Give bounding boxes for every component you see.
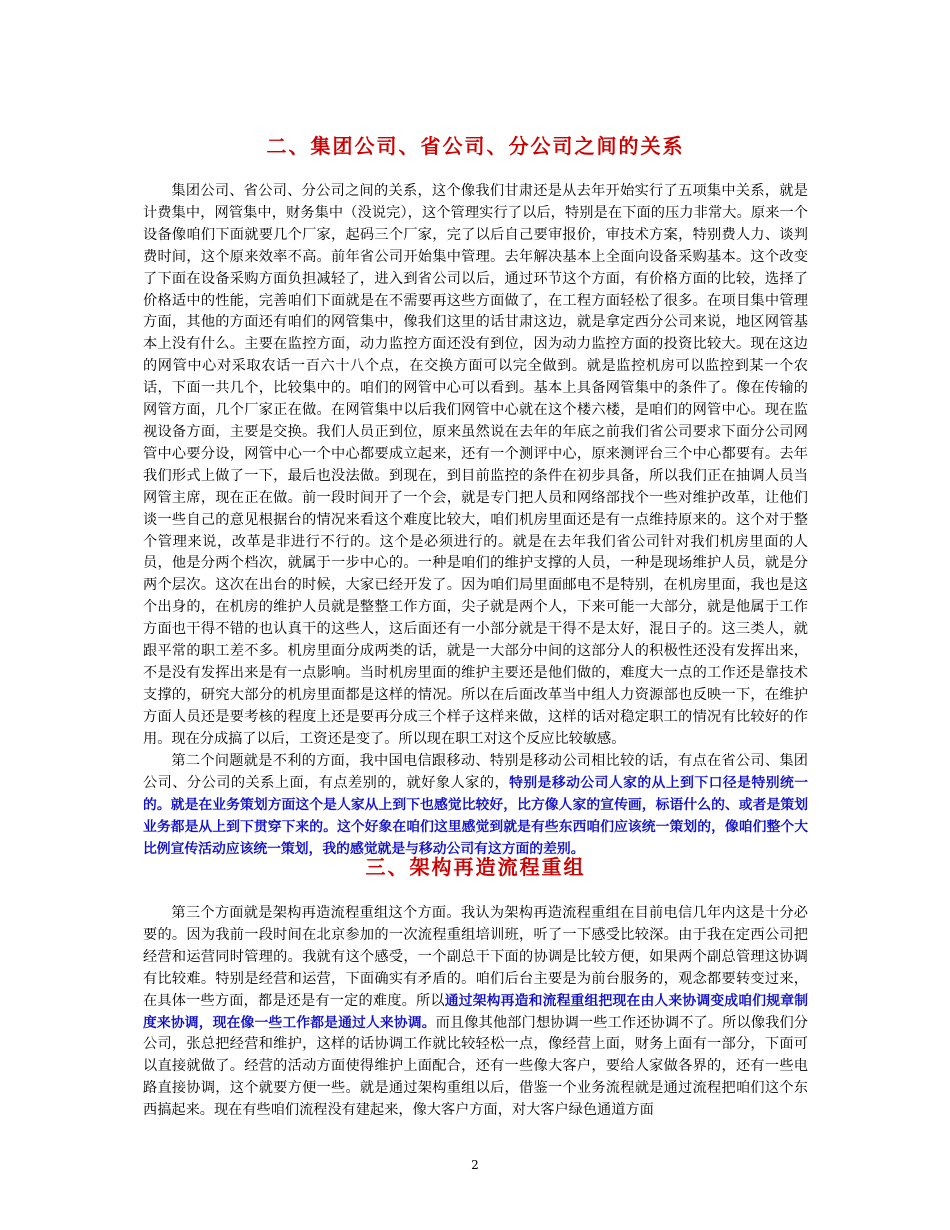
- section-heading-restructuring: 三、架构再造流程重组: [365, 855, 586, 879]
- paragraph-2-emphasis: 特别是移动公司人家的从上到下口径是特别统一的。就是在业务策划方面这个是人家从上到下也感觉比较好，比方像人家的宣传画，标语什么的、或者是策划业务都是从上到下贯穿下来的。这个好象在咱们这里感觉到就是有些东西咱们应该统一策划的，像咱们整个大比例宣传活动应该统一策划，我的感觉就是与移动公司有这方面的差别。: [143, 774, 808, 857]
- body-paragraph-2: [143, 751, 808, 861]
- paragraph-2-text: 第二个问题就是不利的方面，我中国电信跟移动、特别是移动公司相比较的话，有点在省公司、集团公司、分公司的关系上面，有点差别的，就好象人家的，: [143, 753, 808, 791]
- body-paragraph-3: [143, 903, 808, 1122]
- paragraph-3-text-b: 而且像其他部门想协调一些工作还协调不了。所以像我们分公司，张总把经营和维护，这样的话协调工作就比较轻松一点，像经营上面，财务上面有一部分，下面可以直接就做了。经营的活动方面使得维护上面配合，还有一些像大客户，要给人家做各界的，还有一些电路直接协调，这个就要方便一些。就是通过架构重组以后，借鉴一个业务流程就是通过流程把咱们这个东西搞起来。现在有些咱们流程没有建起来，像大客户方面，对大客户绿色通道方面: [143, 1014, 808, 1119]
- section-heading-relationship: 二、集团公司、省公司、分公司之间的关系: [266, 134, 685, 158]
- body-paragraph-1: 集团公司、省公司、分公司之间的关系，这个像我们甘肃还是从去年开始实行了五项集中关系，就是计费集中，网管集中，财务集中（没说完），这个管理实行了以后，特别是在下面的压力非常大。原来一个设备像咱们下面就要几个厂家，起码三个厂家，完了以后自己要审报价，审技术方案，特别费人力、谈判费时间，这个原来效率不高。前年省公司开始集中管理。去年解决基本上全面向设备采购基本。这个改变了下面在设备采购方面负担减轻了，进入到省公司以后，通过环节这个方面，有价格方面的比较，选择了价格适中的性能，完善咱们下面就是在不需要再这些方面做了，在工程方面轻松了很多。在项目集中管理方面，其他的方面还有咱们的网管集中，像我们这里的话甘肃这边，就是拿定西分公司来说，地区网管基本上没有什么。主要在监控方面，动力监控方面还没有到位，因为动力监控方面的投资比较大。现在这边的网管中心对采取农话一百六十八个点，在交换方面可以完全做到。就是监控机房可以监控到某一个农话，下面一共几个，比较集中的。咱们的网管中心可以看到。基本上具备网管集中的条件了。像在传输的网管方面，几个厂家正在做。在网管集中以后我们网管中心就在这个楼六楼，是咱们的网管中心。现在监视设备方面，主要是交换。我们人员正到位，原来虽然说在去年的年底之前我们省公司要求下面分公司网管中心要分设，网管中心一个中心都要成立起来，还有一个测评中心，原来测评台三个中心都要有。去年我们形式上做了一下，最后也没法做。到现在，到目前监控的条件在初步具备，所以我们正在抽调人员当网管主席，现在正在做。前一段时间开了一个会，就是专门把人员和网络部找个一些对维护改革，让他们谈一些自己的意见根据台的情况来看这个难度比较大，咱们机房里面还是有一点维持原来的。这个对于整个管理来说，改革是非进行不行的。这个是必须进行的。就是在去年我们省公司针对我们机房里面的人员，他是分两个档次，就属于一步中心的。一种是咱们的维护支撑的人员，一种是现场维护人员，就是分两个层次。这次在出台的时候，大家已经开发了。因为咱们局里面邮电不是特别，在机房里面，我也是这个出身的，在机房的维护人员就是整整工作方面，尖子就是两个人，下来可能一大部分，就是他属于工作方面也干得不错的也认真干的这些人，这后面还有一小部分就是干得不是太好，混日子的。这三类人，就跟平常的职工差不多。机房里面分成两类的话，就是一大部分中间的这部分人的积极性还没有发挥出来，不是没有发挥出来是有一点影响。当时机房里面的维护主要还是他们做的，难度大一点的工作还是靠技术支撑的，研究大部分的机房里面都是这样的情况。所以在后面改革当中组人力资源部也反映一下，在维护方面人员还是要考核的程度上还是要再分成三个样子这样来做，这样的话对稳定职工的情况有比较好的作用。现在分成搞了以后，工资还是变了。所以现在职工对这个反应比较敏感。: [143, 183, 808, 747]
- page-number: 2: [471, 1158, 479, 1172]
- paragraph-3-emphasis: 通过架构再造和流程重组把现在由人来协调变成咱们规章制度来协调，现在像一些工作都是通过人来协调。: [143, 992, 808, 1031]
- paragraph-3-text-a: 第三个方面就是架构再造流程重组这个方面。我认为架构再造流程重组在目前电信几年内这是十分必要的。因为我前一段时间在北京参加的一次流程重组培训班，听了一下感受比较深。由于我在定西公司把经营和运营同时管理的。我就有这个感受，一个副总干下面的协调是比较方便，如果两个副总管理这协调有比较难。特别是经营和运营，下面确实有矛盾的。咱们后台主要是为前台服务的，观念都要转变过来，在具体一些方面，都是还是有一定的难度。所以: [143, 905, 808, 1009]
